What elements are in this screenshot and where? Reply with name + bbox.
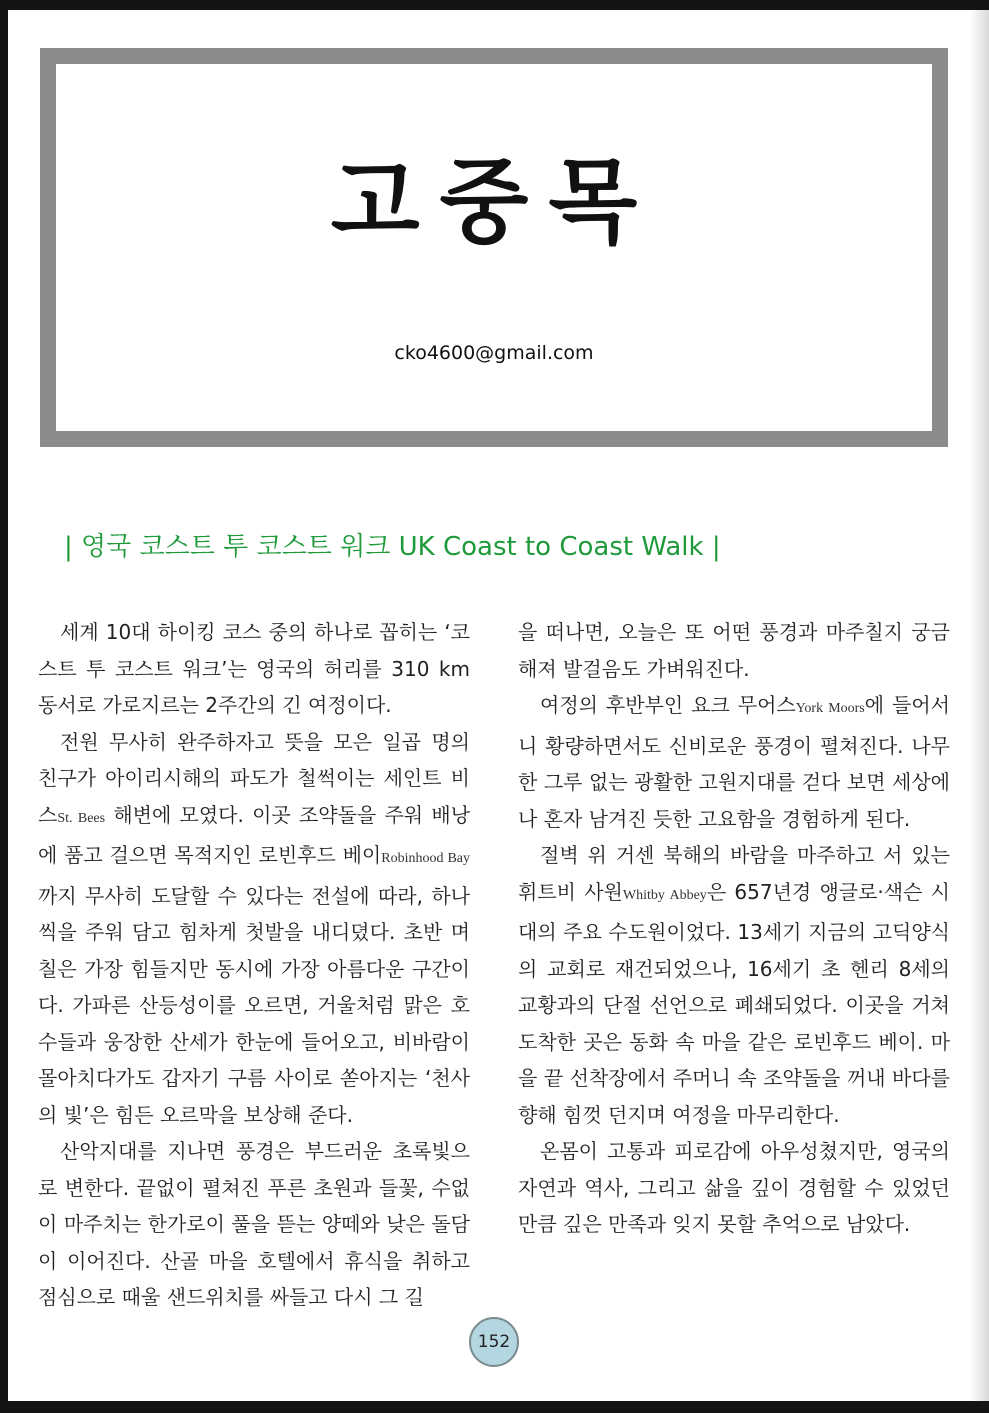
paragraph-5: [518, 837, 950, 1133]
text-column-left: [38, 614, 470, 1316]
paragraph-5-part-b: 은 657년경 앵글로·색슨 시대의 주요 수도원이었다. 13세기 지금의 고딕양식의 교회로 재건되었으나, 16세기 초 헨리 8세의 교황과의 단절 선언으로 폐쇄되었다. 이곳을 거쳐 도착한 곳은 동화 속 마을 같은 로빈후드 베이. 마을 끝 선착장에서 주머니 속 조약돌을 꺼내 바다를 향해 힘껏 던지며 여정을 마무리한다.: [518, 879, 950, 1127]
whitby-abbey-annotation: Whitby Abbey: [622, 887, 707, 903]
paragraph-3: 산악지대를 지나면 풍경은 부드러운 초록빛으로 변한다. 끝없이 펼쳐진 푸른 초원과 들꽃, 수없이 마주치는 한가로이 풀을 뜯는 양떼와 낮은 돌담이 이어진다. 산골 마을 호텔에서 휴식을 취하고 점심으로 때울 샌드위치를 싸들고 다시 그 길: [38, 1139, 470, 1309]
paragraph-2-part-b: 해변에 모였다. 이곳 조약돌을 주워 배낭에 품고 걸으면 목적지인 로빈후드 베이: [38, 802, 471, 867]
paragraph-2-part-a: 전원 무사히 완주하자고 뜻을 모은 일곱 명의 친구가 아이리시해의 파도가 철썩이는 세인트 비스: [38, 729, 470, 827]
robinhood-bay-annotation: Robinhood Bay: [381, 851, 470, 866]
paragraph-2: [38, 724, 470, 1134]
page: [8, 10, 989, 1401]
page-edge-shadow: [970, 10, 989, 1401]
st-bees-annotation: St. Bees: [57, 810, 106, 826]
author-email: cko4600@gmail.com: [394, 342, 594, 364]
paragraph-4-part-a: 여정의 후반부인 요크 무어스: [540, 693, 796, 717]
paragraph-6: 온몸이 고통과 피로감에 아우성쳤지만, 영국의 자연과 역사, 그리고 삶을 깊이 경험할 수 있었던 만큼 깊은 만족과 잊지 못할 추억으로 남았다.: [518, 1139, 950, 1236]
section-heading: | 영국 코스트 투 코스트 워크 UK Coast to Coast Walk |: [64, 532, 721, 562]
paragraph-4-part-b: 에 들어서니 황량하면서도 신비로운 풍경이 펼쳐진다. 나무 한 그루 없는 광활한 고원지대를 걷다 보면 세상에 나 혼자 남겨진 듯한 고요함을 경험하게 된다.: [518, 693, 950, 831]
paragraph-2-part-c: 까지 무사히 도달할 수 있다는 전설에 따라, 하나씩을 주워 담고 힘차게 첫발을 내디뎠다. 초반 며칠은 가장 힘들지만 동시에 가장 아름다운 구간이다. 가파른 산등성이를 오르면, 거울처럼 맑은 호수들과 웅장한 산세가 한눈에 들어오고, 비바람이 몰아치다가도 갑자기 구름 사이로 쏟아지는 ‘천사의 빛’은 힘든 오르막을 보상해 준다.: [38, 883, 470, 1127]
paragraph-3-continued: 을 떠나면, 오늘은 또 어떤 풍경과 마주칠지 궁금해져 발걸음도 가벼워진다.: [518, 620, 950, 681]
paragraph-1: 세계 10대 하이킹 코스 중의 하나로 꼽히는 ‘코스트 투 코스트 워크’는 영국의 허리를 310 km 동서로 가로지르는 2주간의 긴 여정이다.: [38, 620, 470, 717]
page-number-badge: 152: [469, 1317, 519, 1367]
paragraph-5-part-a: 절벽 위 거센 북해의 바람을 마주하고 서 있는 휘트비 사원: [518, 843, 950, 904]
paragraph-4: [518, 687, 950, 837]
york-moors-annotation: York Moors: [795, 701, 865, 716]
text-column-right: [518, 614, 950, 1243]
title-frame: [40, 48, 948, 447]
author-title: 고중목: [330, 149, 658, 256]
